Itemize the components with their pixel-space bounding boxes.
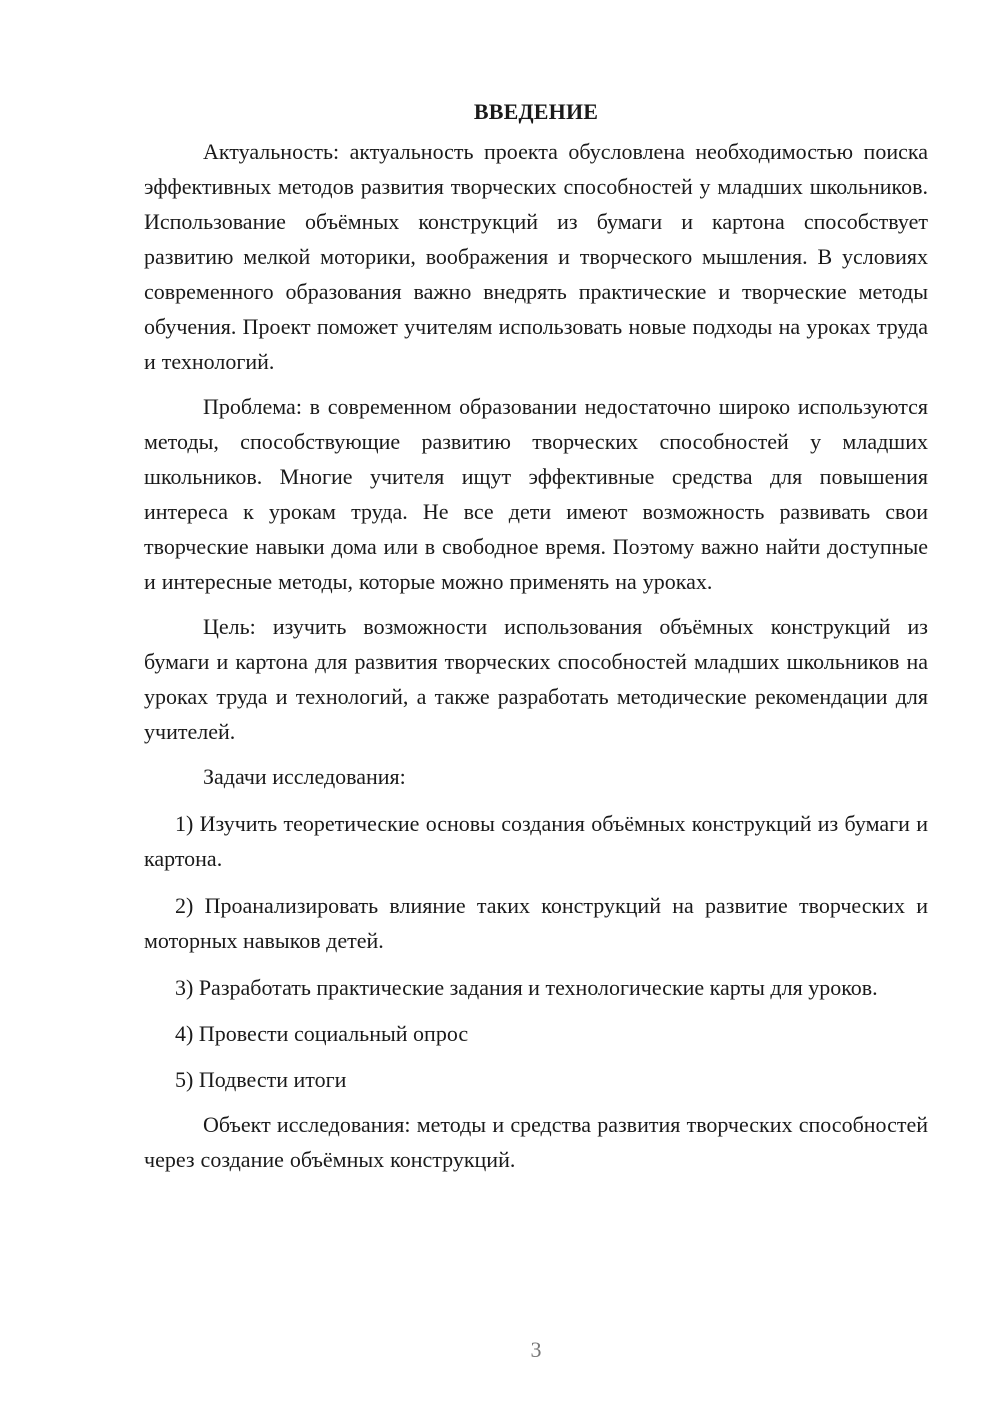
task-item: 1) Изучить теоретические основы создания объёмных конструкций из бумаги и картона. — [144, 811, 928, 871]
task-item: 5) Подвести итоги — [175, 1067, 347, 1092]
page-content — [144, 94, 928, 1177]
task-item: 4) Провести социальный опрос — [175, 1021, 469, 1046]
paragraph-relevance: Актуальность: актуальность проекта обусловлена необходимостью поиска эффективных методов развития творческих способностей у младших школьников. Использование объёмных конструкций из бумаги и картона способствует развитию мелкой моторики, воображения и творческого мышления. В условиях современного образования важно внедрять практические и творческие методы обучения. Проект поможет учителям использовать новые подходы на уроках труда и технологий. — [144, 139, 928, 374]
paragraph-object: Объект исследования: методы и средства развития творческих способностей через создание объёмных конструкций. — [144, 1112, 928, 1172]
paragraph-goal: Цель: изучить возможности использования объёмных конструкций из бумаги и картона для развития творческих способностей младших школьников на уроках труда и технологий, а также разработать методические рекомендации для учителей. — [144, 614, 928, 744]
section-heading: ВВЕДЕНИЕ — [473, 99, 599, 124]
task-item: 2) Проанализировать влияние таких конструкций на развитие творческих и моторных навыков детей. — [144, 893, 928, 953]
paragraph-problem: Проблема: в современном образовании недостаточно широко используются методы, способствующие развитию творческих способностей у младших школьников. Многие учителя ищут эффективные средства для повышения интереса к урокам труда. Не все дети имеют возможность развивать свои творческие навыки дома или в свободное время. Поэтому важно найти доступные и интересные методы, которые можно применять на уроках. — [144, 394, 928, 594]
tasks-list — [144, 806, 928, 1097]
tasks-title: Задачи исследования: — [203, 764, 406, 789]
page-number: 3 — [530, 1337, 542, 1362]
task-item: 3) Разработать практические задания и технологические карты для уроков. — [175, 975, 878, 1000]
